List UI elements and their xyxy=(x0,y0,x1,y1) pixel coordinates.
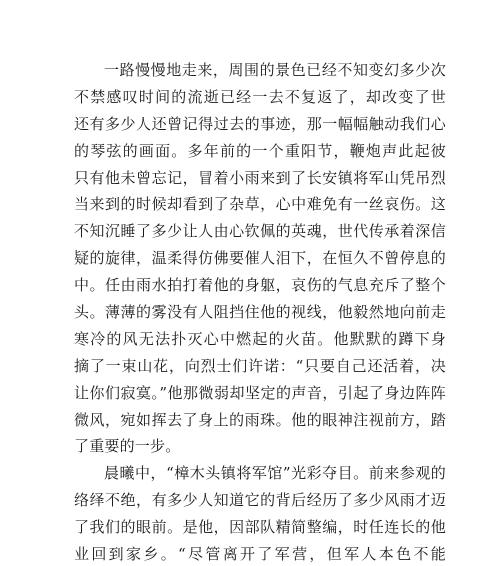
text-line: 了我们的眼前。是他，因部队精简整编，时任连长的他 xyxy=(74,518,446,537)
text-line: 疑的旋律，温柔得仿佛要催人泪下，在恒久不曾停息的 xyxy=(74,249,446,268)
text-line: 的琴弦的画面。多年前的一个重阳节，鞭炮声此起彼 xyxy=(74,141,446,160)
text-line: 不禁感叹时间的流逝已经一去不复返了，却改变了世 xyxy=(74,87,446,106)
text-line: 微风，宛如挥去了身上的雨珠。他的眼神注视前方，踏 xyxy=(74,410,446,429)
text-line: 了重要的一步。 xyxy=(74,437,181,456)
text-line: 晨曦中，“樟木头镇将军馆”光彩夺目。前来参观的 xyxy=(104,464,446,483)
text-line: 业回到家乡。“尽管离开了军营，但军人本色不能 xyxy=(74,545,446,564)
text-line: 让你们寂寞。”他那微弱却坚定的声音，引起了身边阵阵 xyxy=(74,383,446,402)
text-line: 只有他未曾忘记，冒着小雨来到了长安镇将军山凭吊烈 xyxy=(74,168,446,187)
text-line: 当来到的时候却看到了杂草，心中难免有一丝哀伤。这 xyxy=(74,195,446,214)
text-line: 头。薄薄的雾没有人阻挡住他的视线，他毅然地向前走 xyxy=(74,303,446,322)
paragraph-2 xyxy=(74,460,446,566)
text-line: 中。任由雨水拍打着他的身躯，哀伤的气息充斥了整个 xyxy=(74,276,446,295)
text-line: 一路慢慢地走来，周围的景色已经不知变幻多少次 xyxy=(104,61,446,79)
paragraph-1 xyxy=(74,57,446,460)
text-line: 不知沉睡了多少让人由心钦佩的英魂，世代传承着深信 xyxy=(74,222,446,241)
text-line: 摘了一束山花，向烈士们许诺：“只要自己还活着，决 xyxy=(74,356,446,375)
document-body xyxy=(74,57,446,566)
text-line: 寒冷的风无法扑灭心中燃起的火苗。他默默的蹲下身 xyxy=(74,329,446,348)
text-line: 络绎不绝，有多少人知道它的背后经历了多少风雨才迈 xyxy=(74,491,446,510)
text-line: 还有多少人还曾记得过去的事迹，那一幅幅触动我们心 xyxy=(74,114,446,133)
